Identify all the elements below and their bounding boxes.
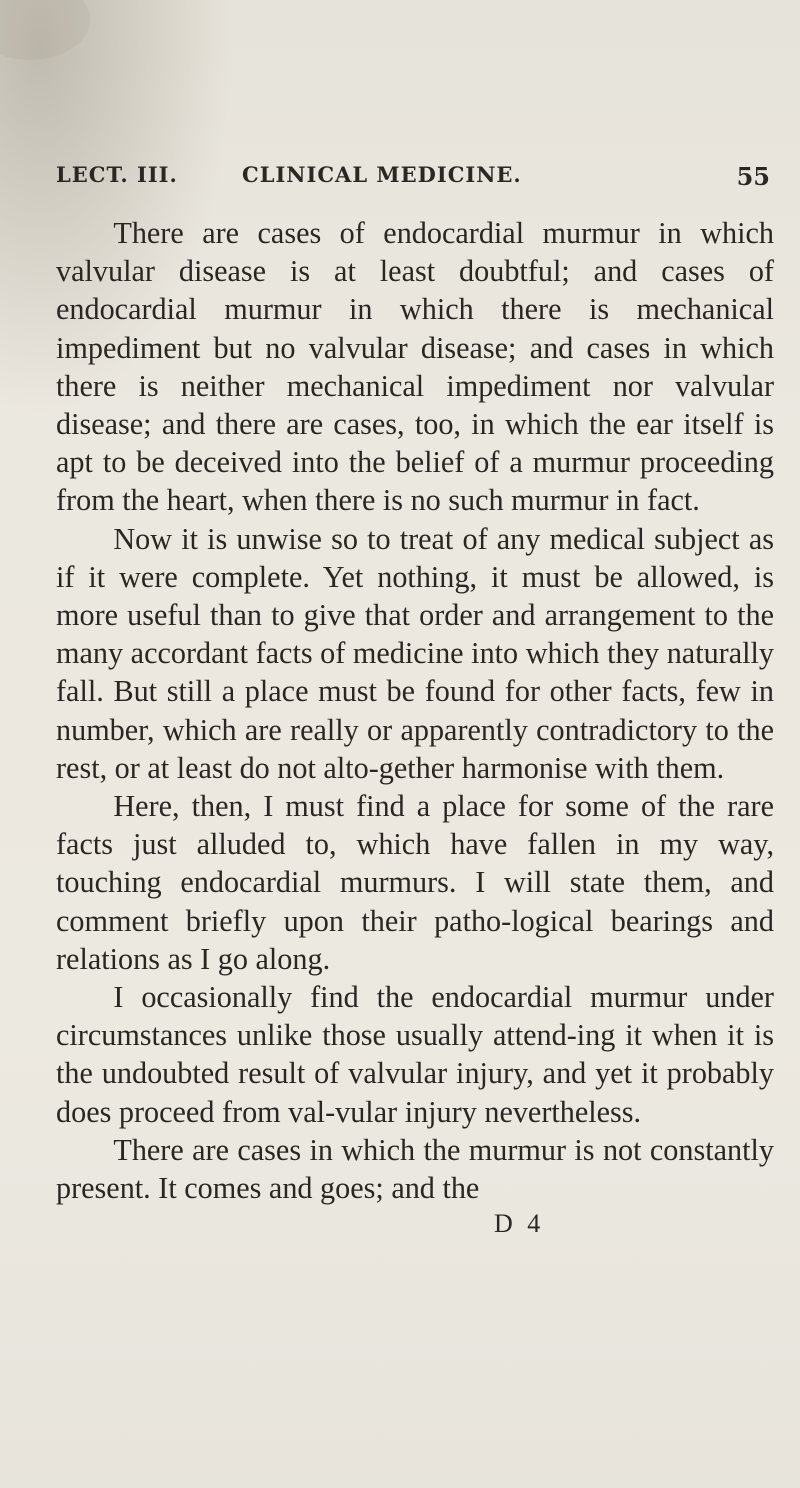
paragraph: I occasionally find the endocardial murmur under circumstances unlike those usually attend-ing it when it is the undoubted result of valvular injury, and yet it probably does proceed from val-vular injury nevertheless.	[56, 980, 774, 1129]
paragraph: Now it is unwise so to treat of any medical subject as if it were complete. Yet nothing, it must be allowed, is more useful than to give that order and arrangement to the many accordant facts of medicine into which they naturally fall. But still a place must be found for other facts, few in number, which are really or apparently contradictory to the rest, or at least do not alto-gether harmonise with them.	[56, 521, 774, 785]
paragraph: There are cases in which the murmur is not constantly present. It comes and goes; and the	[56, 1132, 774, 1206]
paragraph: Here, then, I must find a place for some of the rare facts just alluded to, which have fallen in my way, touching endocardial murmurs. I will state them, and comment briefly upon their patho-logical bearings and relations as I go along.	[56, 789, 774, 976]
running-header	[56, 162, 770, 196]
paragraph: There are cases of endocardial murmur in which valvular disease is at least doubtful; and cases of endocardial murmur in which there is mechanical impediment but no valvular disease; and cases in which there is neither mechanical impediment nor valvular disease; and there are cases, too, in which the ear itself is apt to be deceived into the belief of a murmur proceeding from the heart, when there is no such murmur in fact.	[56, 216, 774, 518]
lecture-number: LECT. III.	[56, 162, 178, 187]
paper-stain	[0, 0, 90, 60]
book-title: CLINICAL MEDICINE.	[242, 162, 522, 187]
page-number: 55	[736, 162, 770, 191]
signature-mark: D 4	[494, 1209, 545, 1238]
body-text	[56, 214, 774, 1207]
